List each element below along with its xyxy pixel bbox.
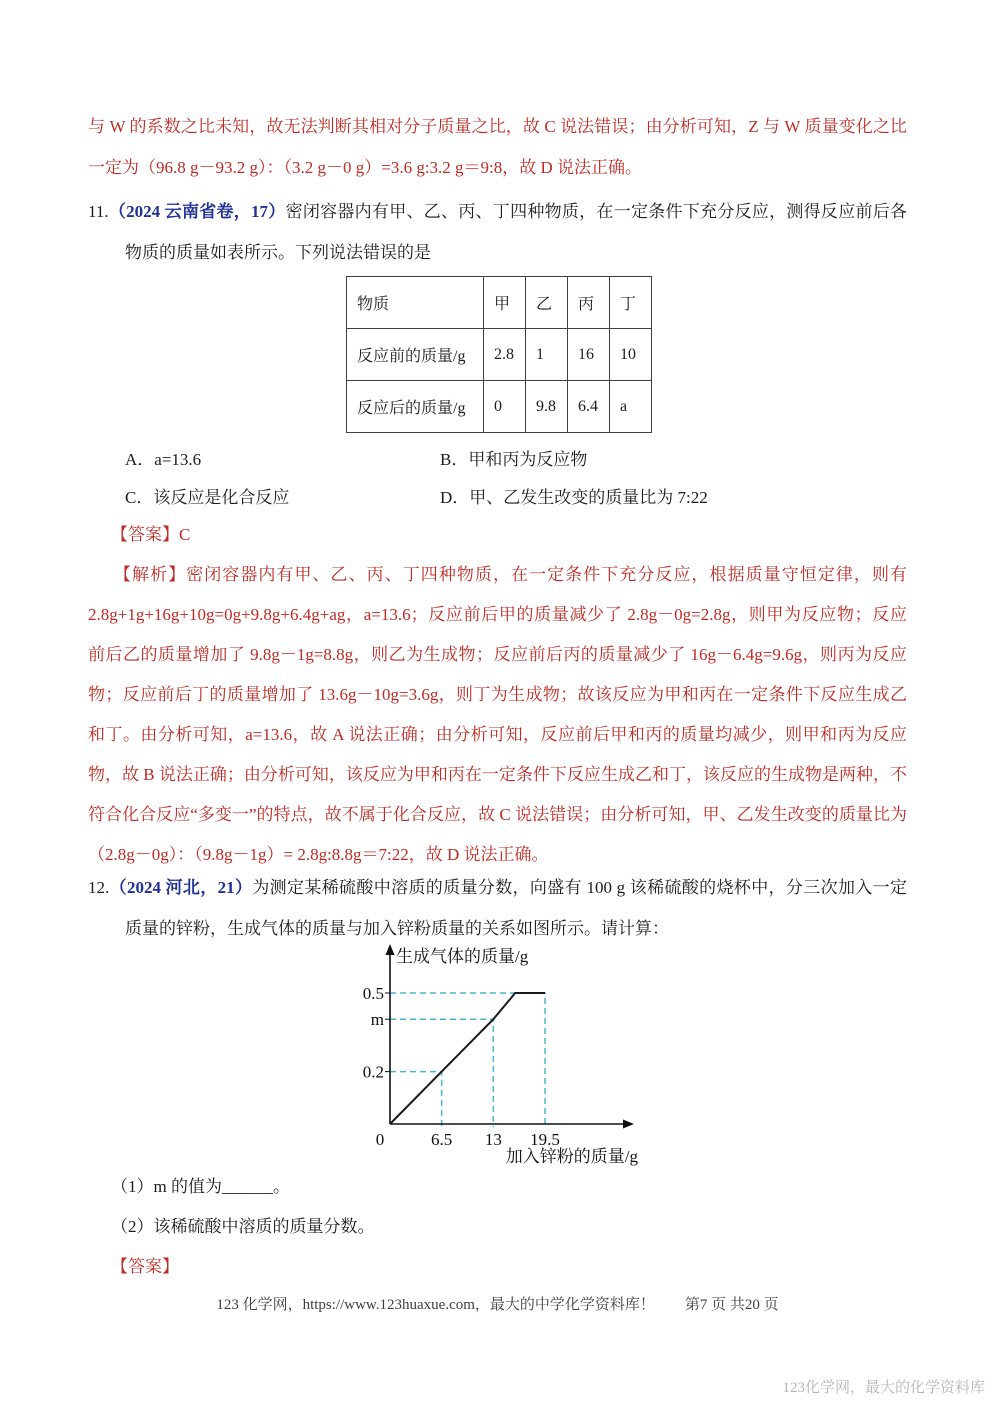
guide-line bbox=[390, 993, 545, 1127]
table-row bbox=[347, 277, 652, 329]
option-row bbox=[88, 441, 907, 479]
answer-label-q12: 【答案】 bbox=[111, 1257, 179, 1276]
y-tick-label: m bbox=[370, 1010, 384, 1030]
option-D: D．甲、乙发生改变的质量比为 7:22 bbox=[440, 488, 708, 507]
watermark: 123化学网，最大的化学资料库 bbox=[782, 1380, 985, 1396]
sub-question-1-end: 。 bbox=[272, 1177, 290, 1196]
option-A: A．a=13.6 bbox=[125, 450, 202, 469]
table-cell: 16 bbox=[568, 329, 610, 381]
page-footer bbox=[88, 1287, 907, 1323]
data-series-line bbox=[390, 993, 545, 1124]
question-12-source: （2024 河北，21） bbox=[109, 878, 253, 897]
x-axis-label: 加入锌粉的质量/g bbox=[505, 1147, 638, 1166]
gas-mass-chart bbox=[330, 943, 907, 1167]
table-cell: 2.8 bbox=[484, 329, 526, 381]
analysis-label: 【解析】 bbox=[114, 565, 187, 584]
y-tick-label: 0.5 bbox=[362, 984, 384, 1003]
analysis-text: 密闭容器内有甲、乙、丙、丁四种物质，在一定条件下充分反应，根据质量守恒定律，则有 2.8g+1g+16g+10g=0g+9.8g+6.4g+ag，a=13.6；反应前后甲的质量减少了 2.8g－0g=2.8g，则甲为反应物；反应前后乙的质量增加了 9.8g－1g=8.8g，则乙为生成物；反应前后丙的质量减少了 16g－6.4g=9.6g，则丙为反应物；反应前后丁的质量增加了 13.6g－10g=3.6g，则丁为生成物；故该反应为甲和丙在一定条件下反应生成乙和丁。由分析可知，a=13.6，故 A 说法正确；由分析可知，反应前后甲和丙的质量均减少，则甲和丙为反应物，故 B 说法正确；由分析可知，该反应为甲和丙在一定条件下反应生成乙和丁，该反应的生成物是两种，不符合化合反应“多变一”的特点，故不属于化合反应，故 C 说法错误；由分析可知，甲、乙发生改变的质量比为（2.8g－0g）：（9.8g－1g）= 2.8g:8.8g＝7:22，故 D 说法正确。 bbox=[88, 565, 907, 864]
footer-site-text: 123 化学网，https://www.123huaxue.com，最大的中学化学资料库！ bbox=[216, 1297, 655, 1313]
y-axis-arrow-icon bbox=[386, 944, 395, 955]
y-axis-label: 生成气体的质量/g bbox=[396, 947, 529, 966]
sub-question-2 bbox=[88, 1207, 907, 1247]
answer-label: 【答案】 bbox=[111, 525, 179, 544]
table-cell: 6.4 bbox=[568, 381, 610, 433]
option-row bbox=[88, 479, 907, 517]
x-tick-label: 0 bbox=[375, 1130, 385, 1149]
line-chart-svg bbox=[330, 943, 642, 1167]
question-12-stem bbox=[88, 867, 907, 949]
question-12-text: 为测定某稀硫酸中溶质的质量分数，向盛有 100 g 该稀硫酸的烧杯中，分三次加入一定质量的锌粉，生成气体的质量与加入锌粉质量的关系如图所示。请计算： bbox=[125, 878, 908, 938]
table-row bbox=[347, 329, 652, 381]
table-row bbox=[347, 381, 652, 433]
answer-value: C bbox=[179, 525, 191, 544]
y-tick-label: 0.2 bbox=[362, 1062, 384, 1082]
table-cell: 丙 bbox=[568, 277, 610, 329]
table-cell: 1 bbox=[526, 329, 568, 381]
sub-question-1-text: （1）m 的值为 bbox=[111, 1177, 222, 1196]
x-tick-label: 6.5 bbox=[431, 1130, 453, 1149]
table-cell: 0 bbox=[484, 381, 526, 433]
x-tick-label: 19.5 bbox=[530, 1130, 560, 1149]
sub-question-2-text: （2）该稀硫酸中溶质的质量分数。 bbox=[111, 1217, 375, 1236]
table-cell: 10 bbox=[610, 329, 652, 381]
question-12-number: 12. bbox=[88, 878, 110, 897]
question-11-text: 密闭容器内有甲、乙、丙、丁四种物质，在一定条件下充分反应，测得反应前后各物质的质量如表所示。下列说法错误的是 bbox=[125, 202, 908, 262]
answer-blank: ______ bbox=[221, 1177, 273, 1196]
question-11-number: 11. bbox=[88, 202, 109, 221]
table-cell: 丁 bbox=[610, 277, 652, 329]
table-cell: 9.8 bbox=[526, 381, 568, 433]
x-tick-label: 13 bbox=[484, 1130, 502, 1149]
table-cell: 反应前的质量/g bbox=[347, 329, 484, 381]
table-cell: 物质 bbox=[347, 277, 484, 329]
table-cell: 反应后的质量/g bbox=[347, 381, 484, 433]
table-cell: 甲 bbox=[484, 277, 526, 329]
table-cell: 乙 bbox=[526, 277, 568, 329]
mass-table bbox=[346, 276, 652, 433]
option-B: B．甲和丙为反应物 bbox=[440, 450, 588, 469]
answer-line-q11 bbox=[88, 517, 907, 553]
question-11-source: （2024 云南省卷，17） bbox=[108, 202, 286, 221]
question-11-stem bbox=[88, 191, 907, 273]
x-axis-arrow-icon bbox=[623, 1120, 634, 1129]
table-cell: a bbox=[610, 381, 652, 433]
prev-question-analysis: 与 W 的系数之比未知，故无法判断其相对分子质量之比，故 C 说法错误；由分析可知，Z 与 W 质量变化之比一定为（96.8 g－93.2 g）：（3.2 g－0 g）=3.6 g:3.2 g＝9:8，故 D 说法正确。 bbox=[88, 117, 907, 177]
footer-page-number: 第7 页 共20 页 bbox=[684, 1297, 779, 1313]
option-C: C．该反应是化合反应 bbox=[125, 488, 290, 507]
sub-question-1 bbox=[88, 1167, 907, 1207]
answer-line-q12 bbox=[88, 1247, 907, 1287]
analysis-q11 bbox=[88, 555, 907, 875]
options bbox=[88, 441, 907, 517]
